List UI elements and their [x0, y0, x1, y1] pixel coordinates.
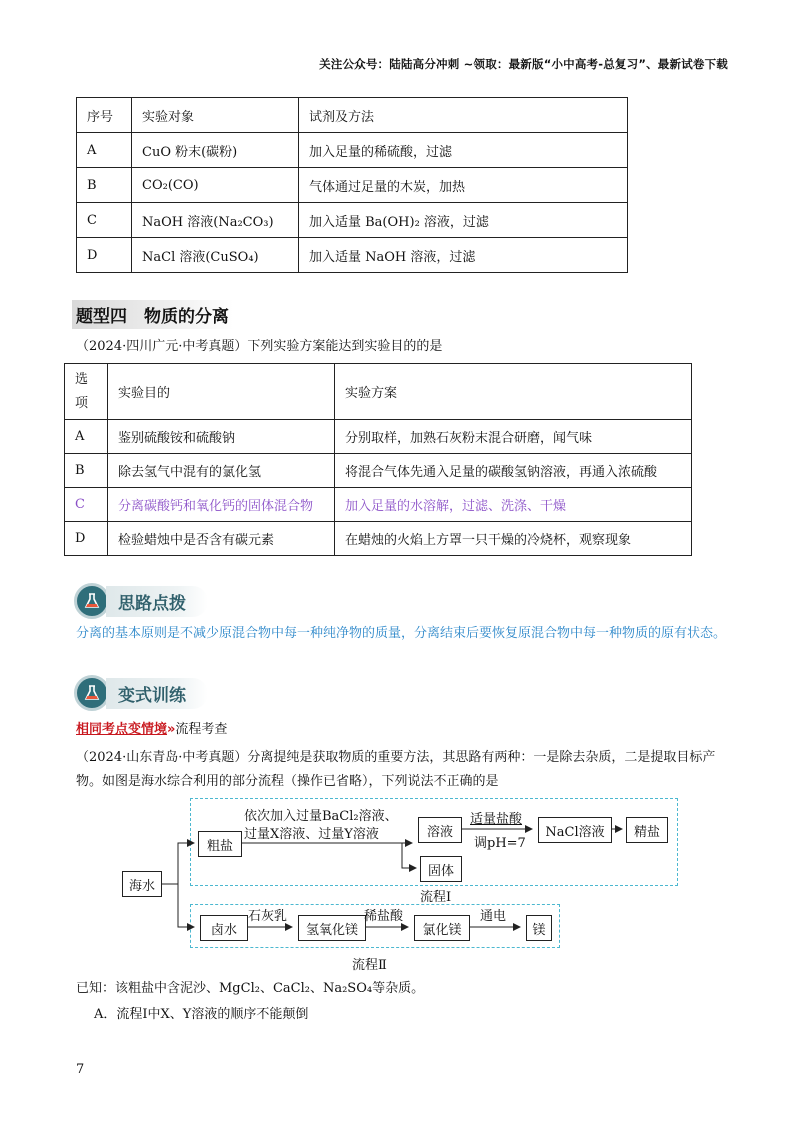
- option-a: A．流程Ⅰ中X、Y溶液的顺序不能颠倒: [94, 1007, 309, 1022]
- process-2-label: 流程Ⅱ: [352, 958, 387, 973]
- table-cell: A: [77, 133, 132, 168]
- page-header: 关注公众号：陆陆高分冲刺 ~领取：最新版“小中高考-总复习”、最新试卷下载: [319, 57, 728, 71]
- table-cell: 检验蜡烛中是否含有碳元素: [108, 522, 335, 556]
- table-cell: B: [77, 168, 132, 203]
- table-cell: 在蜡烛的火焰上方罩一只干燥的冷烧杯，观察现象: [335, 522, 692, 556]
- practice-label: 变式训练: [106, 678, 208, 709]
- header-cell: 序号: [77, 98, 132, 133]
- table-cell: NaOH 溶液(Na₂CO₃): [132, 203, 299, 238]
- tip-text: 分离的基本原则是不减少原混合物中每一种纯净物的质量，分离结束后要恢复原混合物中每一种物质的原有状态。: [76, 626, 727, 641]
- mg-hydroxide-box: 氢氧化镁: [298, 915, 366, 941]
- magnesium-box: 镁: [526, 915, 552, 941]
- ph-label: 调pH=7: [474, 836, 526, 851]
- question-2: （2024·山东青岛·中考真题）分离提纯是获取物质的重要方法，其思路有两种：一是除去杂质，二是提取目标产物。如图是海水综合利用的部分流程（操作已省略），下列说法不正确的是: [76, 750, 716, 789]
- table-cell: C: [77, 203, 132, 238]
- table-cell: 气体通过足量的木炭，加热: [299, 168, 628, 203]
- tip-label: 思路点拨: [106, 586, 208, 617]
- reagents-label-1: 依次加入过量BaCl₂溶液、: [244, 809, 398, 824]
- table-cell: 加入适量 NaOH 溶液，过滤: [299, 238, 628, 273]
- fine-salt-box: 精盐: [626, 817, 668, 843]
- table-cell: A: [65, 420, 108, 454]
- header-cell: 实验目的: [108, 364, 335, 420]
- known-text: 已知：该粗盐中含泥沙、MgCl₂、CaCl₂、Na₂SO₄等杂质。: [76, 981, 425, 996]
- question-1: （2024·四川广元·中考真题）下列实验方案能达到实验目的的是: [76, 339, 443, 354]
- dilute-hcl-label: 稀盐酸: [364, 909, 404, 924]
- reagents-label-2: 过量X溶液、过量Y溶液: [244, 827, 379, 842]
- header-cell: 选项: [65, 364, 108, 420]
- mg-chloride-box: 氯化镁: [414, 915, 470, 941]
- table-cell: NaCl 溶液(CuSO₄): [132, 238, 299, 273]
- seawater-box: 海水: [122, 871, 162, 897]
- nacl-solution-box: NaCl溶液: [538, 817, 612, 843]
- table-cell: B: [65, 454, 108, 488]
- table-cell: 加入足量的稀硫酸，过滤: [299, 133, 628, 168]
- acid-label: 适量盐酸: [470, 812, 523, 827]
- header-cell: 试剂及方法: [299, 98, 628, 133]
- table-cell: 除去氢气中混有的氯化氢: [108, 454, 335, 488]
- header-cell: 实验方案: [335, 364, 692, 420]
- double-arrow-icon: »: [167, 722, 176, 737]
- table-cell: 加入适量 Ba(OH)₂ 溶液，过滤: [299, 203, 628, 238]
- table-cell: D: [77, 238, 132, 273]
- section-title: 题型四 物质的分离: [72, 300, 233, 329]
- table-cell: CO₂(CO): [132, 168, 299, 203]
- table-cell: 将混合气体先通入足量的碳酸氢钠溶液，再通入浓硫酸: [335, 454, 692, 488]
- crude-salt-box: 粗盐: [198, 831, 242, 857]
- electrolysis-label: 通电: [480, 909, 507, 924]
- process-1-label: 流程Ⅰ: [420, 890, 452, 905]
- page-number: 7: [76, 1062, 85, 1077]
- tag-highlight: 相同考点变情境: [76, 722, 168, 737]
- header-cell: 实验对象: [132, 98, 299, 133]
- lime-milk-label: 石灰乳: [248, 909, 288, 924]
- tag-rest: 流程考查: [175, 722, 228, 737]
- solid-box: 固体: [420, 856, 462, 882]
- brine-box: 卤水: [200, 915, 248, 941]
- table-cell: CuO 粉末(碳粉): [132, 133, 299, 168]
- table-cell: D: [65, 522, 108, 556]
- table-cell: 鉴别硫酸铵和硫酸钠: [108, 420, 335, 454]
- table-cell: 加入足量的水溶解，过滤、洗涤、干燥: [335, 488, 692, 522]
- solution-box: 溶液: [418, 817, 462, 843]
- table-cell: 分别取样，加熟石灰粉末混合研磨，闻气味: [335, 420, 692, 454]
- table-cell: 分离碳酸钙和氧化钙的固体混合物: [108, 488, 335, 522]
- table-cell: C: [65, 488, 108, 522]
